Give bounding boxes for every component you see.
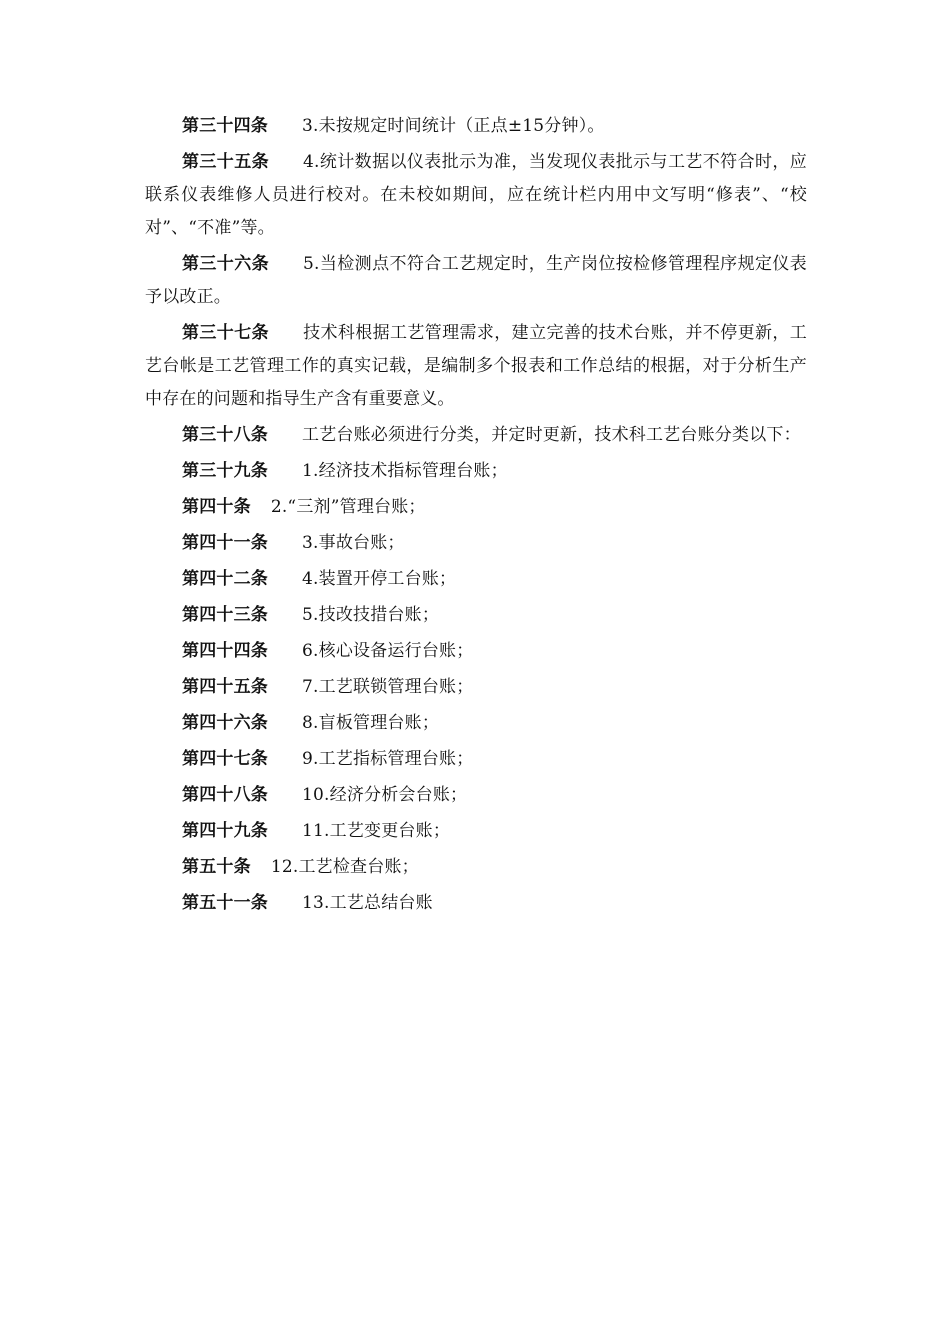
article-text: 4.统计数据以仪表批示为准，当发现仪表批示与工艺不符合时，应联系仪表维修人员进行校对。在未校如期间，应在统计栏内用中文写明“修表”、“校对”、“不准”等。 bbox=[145, 152, 808, 238]
article-46 bbox=[145, 707, 807, 740]
article-39 bbox=[145, 455, 807, 488]
article-label: 第四十四条 bbox=[182, 641, 268, 661]
article-label: 第五十条 bbox=[182, 857, 251, 877]
article-text: 工艺台账必须进行分类，并定时更新，技术科工艺台账分类以下： bbox=[302, 425, 801, 445]
document-body bbox=[145, 110, 807, 923]
article-41 bbox=[145, 527, 807, 560]
article-38 bbox=[145, 419, 807, 452]
article-label: 第四十六条 bbox=[182, 713, 268, 733]
article-43 bbox=[145, 599, 807, 632]
article-label: 第四十八条 bbox=[182, 785, 268, 805]
article-40 bbox=[145, 491, 807, 524]
article-44 bbox=[145, 635, 807, 668]
article-35 bbox=[145, 146, 807, 245]
article-text: 1.经济技术指标管理台账； bbox=[302, 461, 508, 481]
article-label: 第三十九条 bbox=[182, 461, 268, 481]
article-34 bbox=[145, 110, 807, 143]
article-text: 9.工艺指标管理台账； bbox=[302, 749, 474, 769]
article-text: 3.未按规定时间统计（正点±15分钟）。 bbox=[302, 116, 605, 136]
article-47 bbox=[145, 743, 807, 776]
article-text: 7.工艺联锁管理台账； bbox=[302, 677, 474, 697]
article-label: 第四十一条 bbox=[182, 533, 268, 553]
article-label: 第四十五条 bbox=[182, 677, 268, 697]
article-text: 8.盲板管理台账； bbox=[302, 713, 440, 733]
article-text: 6.核心设备运行台账； bbox=[302, 641, 474, 661]
article-label: 第五十一条 bbox=[182, 893, 268, 913]
article-text: 3.事故台账； bbox=[302, 533, 405, 553]
article-49 bbox=[145, 815, 807, 848]
article-text: 11.工艺变更台账； bbox=[302, 821, 451, 841]
article-label: 第四十二条 bbox=[182, 569, 268, 589]
article-label: 第四十三条 bbox=[182, 605, 268, 625]
article-label: 第三十四条 bbox=[182, 116, 268, 136]
article-label: 第四十七条 bbox=[182, 749, 268, 769]
article-42 bbox=[145, 563, 807, 596]
article-45 bbox=[145, 671, 807, 704]
article-label: 第四十条 bbox=[182, 497, 251, 517]
article-label: 第三十七条 bbox=[182, 323, 269, 343]
article-48 bbox=[145, 779, 807, 812]
article-text: 5.当检测点不符合工艺规定时，生产岗位按检修管理程序规定仪表予以改正。 bbox=[145, 254, 808, 307]
article-36 bbox=[145, 248, 807, 314]
article-text: 2.“三剂”管理台账； bbox=[270, 497, 426, 517]
article-text: 13.工艺总结台账 bbox=[302, 893, 433, 913]
article-label: 第三十五条 bbox=[182, 152, 270, 172]
article-label: 第三十八条 bbox=[182, 425, 268, 445]
article-label: 第三十六条 bbox=[182, 254, 270, 274]
article-text: 4.装置开停工台账； bbox=[302, 569, 457, 589]
article-37 bbox=[145, 317, 807, 416]
article-text: 10.经济分析会台账； bbox=[302, 785, 468, 805]
article-text: 5.技改技措台账； bbox=[302, 605, 440, 625]
article-50 bbox=[145, 851, 807, 884]
article-label: 第四十九条 bbox=[182, 821, 268, 841]
article-text: 技术科根据工艺管理需求，建立完善的技术台账，并不停更新，工艺台帐是工艺管理工作的真实记载，是编制多个报表和工作总结的根据，对于分析生产中存在的问题和指导生产含有重要意义。 bbox=[145, 323, 807, 409]
article-51 bbox=[145, 887, 807, 920]
article-text: 12.工艺检查台账； bbox=[270, 857, 419, 877]
